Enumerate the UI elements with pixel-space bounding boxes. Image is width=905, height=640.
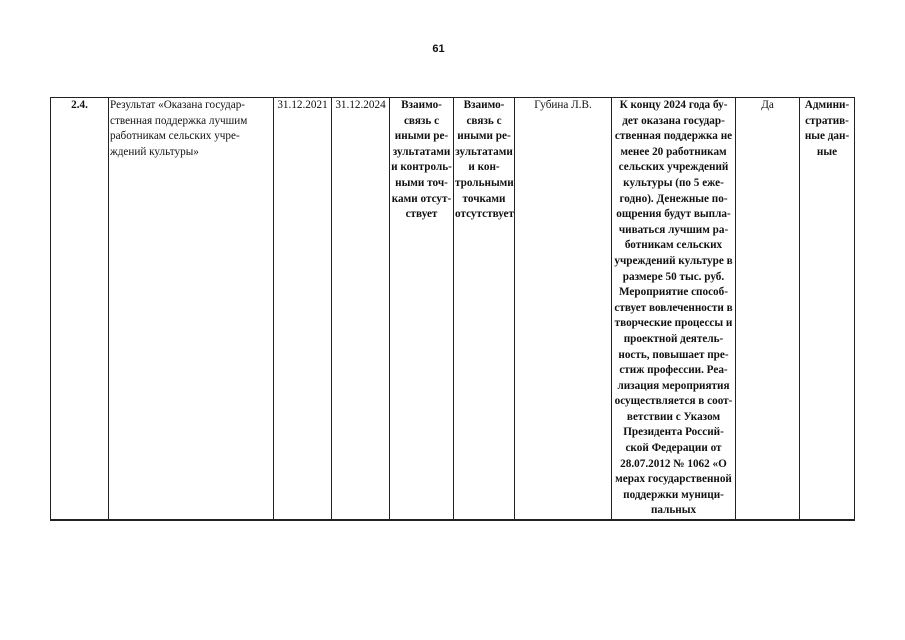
description-line: годно). Денежные по-	[619, 192, 728, 205]
end-date-cell	[332, 98, 390, 521]
relation-line: связь с	[403, 114, 440, 127]
relation-line: Взаимо-	[463, 99, 505, 111]
source-line: ные	[816, 145, 838, 158]
row-number: 2.4.	[71, 99, 88, 111]
relation-line: отсутствует	[455, 208, 514, 221]
description-line: лизация мероприятия	[617, 379, 730, 392]
responsible-person: Губина Л.В.	[534, 99, 592, 111]
description-line: пальных	[650, 504, 697, 517]
description-line: ботникам сельских	[624, 239, 723, 252]
end-date: 31.12.2024	[335, 99, 386, 111]
description-line: культуры (по 5 еже-	[623, 176, 724, 189]
relation-line: точками	[462, 192, 506, 205]
source-line: Админи-	[804, 99, 850, 111]
relation-line: Взаимо-	[401, 99, 442, 111]
description-line: ственная поддержка не	[614, 130, 733, 143]
flag-cell	[736, 98, 800, 521]
description-line: 28.07.2012 № 1062 «О	[620, 457, 727, 470]
page-number: 61	[432, 43, 445, 55]
relation-cell-1	[390, 98, 454, 521]
table-row	[51, 98, 855, 521]
description-line: менее 20 работникам	[620, 145, 727, 158]
source-line: стратив-	[805, 114, 849, 127]
start-date: 31.12.2021	[277, 99, 328, 111]
plan-table	[50, 97, 855, 521]
relation-line: трольными	[455, 176, 514, 189]
source-cell	[800, 98, 855, 521]
description-line: Мероприятие способ-	[619, 286, 728, 299]
description-line: ность, повышает пре-	[618, 348, 729, 361]
source-line: ные дан-	[804, 130, 850, 143]
result-line: ственная поддержка лучшим	[110, 114, 248, 127]
description-line: учреждений культуре в	[614, 254, 733, 267]
result-cell	[109, 98, 274, 521]
description-line: поддержки муници-	[623, 488, 724, 501]
relation-line: ными точ-	[395, 176, 448, 189]
start-date-cell	[274, 98, 332, 521]
description-line: ветствии с Указом	[626, 410, 721, 423]
description-line: ощрения будут выпла-	[616, 208, 731, 221]
description-line: дет оказана государ-	[622, 114, 725, 127]
description-line: К концу 2024 года бу-	[619, 99, 728, 111]
description-line: мерах государственной	[615, 473, 732, 486]
description-line: проектной деятель-	[623, 332, 724, 345]
row-number-cell	[51, 98, 109, 521]
relation-line: иными ре-	[457, 130, 511, 143]
description-line: осуществляется в соот-	[614, 395, 733, 408]
description-line: Президента Россий-	[623, 426, 724, 439]
description-line: стиж профессии. Реа-	[619, 364, 728, 377]
description-line: ской Федерации от	[625, 442, 722, 455]
relation-line: и контроль-	[391, 161, 452, 174]
relation-line: иными ре-	[394, 130, 449, 143]
description-line: ствует вовлеченности в	[614, 301, 733, 314]
description-line: размере 50 тыс. руб.	[622, 270, 725, 283]
relation-line: ками отсут-	[391, 192, 452, 205]
description-line: сельских учреждений	[618, 161, 729, 174]
relation-line: связь с	[466, 114, 502, 127]
relation-line: зультатами	[392, 145, 451, 158]
result-line: работникам сельских учре-	[110, 130, 240, 143]
result-line: Результат «Оказана государ-	[110, 99, 246, 111]
responsible-cell	[515, 98, 612, 521]
relation-line: зультатами	[455, 145, 513, 158]
relation-line: ствует	[405, 208, 438, 221]
relation-line: и кон-	[468, 161, 500, 174]
relation-cell-2	[454, 98, 515, 521]
description-line: чиваться лучшим ра-	[618, 223, 729, 236]
flag-value: Да	[761, 99, 774, 111]
description-cell	[612, 98, 736, 521]
description-line: творческие процессы и	[614, 317, 733, 330]
result-line: ждений культуры»	[110, 145, 199, 158]
